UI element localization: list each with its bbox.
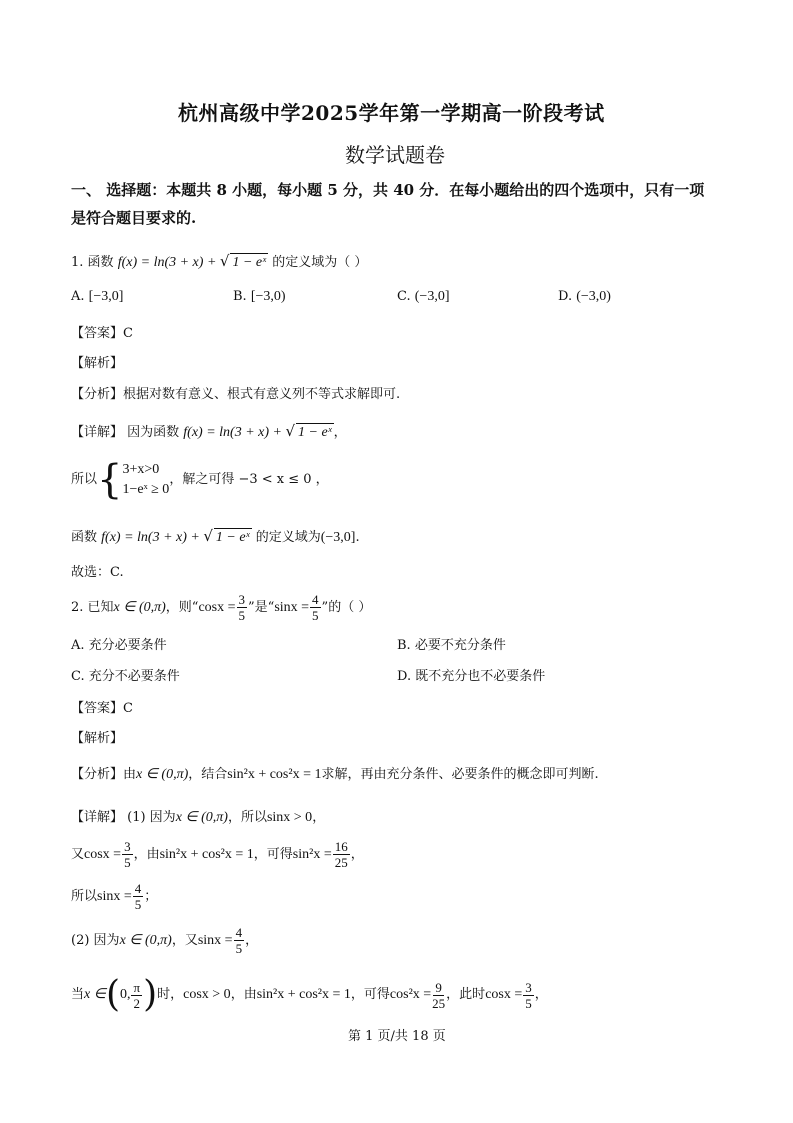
fraction: [237, 593, 248, 622]
denominator: 25: [334, 855, 348, 870]
q2-detail-1: [71, 809, 325, 827]
detail-radicand: 1 − eˣ: [298, 425, 332, 440]
q2-sin-lhs: sinx =: [274, 599, 310, 615]
d2-cos: cosx =: [84, 846, 122, 862]
q2-detail-5: [71, 975, 548, 1015]
option-value: [−3,0): [250, 289, 286, 304]
q2-detail-2: [71, 840, 364, 869]
d2-end: ，: [350, 846, 364, 862]
domain-end: .: [355, 530, 360, 545]
right-paren-icon: ): [143, 974, 158, 1015]
system-row-2: 1−eˣ ≥ 0: [122, 482, 170, 497]
q2-option-a: [71, 637, 167, 655]
d2-mid: ，由: [133, 846, 160, 862]
fraction: [131, 981, 142, 1010]
option-value: (−3,0): [576, 289, 611, 304]
q2-option-c: [71, 668, 180, 686]
q1-suffix: 的定义域为（ ）: [272, 255, 368, 270]
fraction: [234, 926, 245, 955]
numerator: 4: [312, 592, 319, 607]
d4-cond: x ∈ (0,π): [119, 932, 172, 948]
d5-cosx: cosx =: [485, 987, 523, 1002]
detail-suffix: ，: [333, 425, 347, 440]
d5-cos-pos: cosx > 0: [183, 987, 231, 1002]
question-2: [71, 593, 371, 622]
q1-detail: [71, 422, 347, 442]
q1-option-a: [71, 288, 123, 306]
denominator: 5: [134, 897, 142, 912]
fenxi-prefix: 【分析】由: [71, 767, 137, 782]
option-key: B.: [397, 638, 411, 653]
d2-identity: sin²x + cos²x = 1: [159, 846, 254, 862]
q2-option-b: [397, 637, 506, 655]
detail-func: f(x) = ln(3 + x) +: [183, 425, 286, 440]
d4-prefix: (2) 因为: [71, 932, 120, 948]
option-key: B.: [233, 289, 247, 304]
d1-prefix: 【详解】 (1) 因为: [71, 810, 176, 825]
denominator: 5: [235, 941, 243, 956]
denominator: 2: [133, 995, 141, 1011]
fraction: [133, 882, 144, 911]
q2-de: ”的（ ）: [321, 599, 372, 615]
numerator: 3: [124, 839, 131, 854]
numerator: 9: [435, 979, 442, 995]
q1-func: f(x) = ln(3 + x) +: [117, 255, 220, 270]
d4-sin: sinx =: [197, 932, 233, 948]
answer-tag: 【答案】: [71, 701, 124, 716]
q1-option-d: [558, 288, 611, 306]
option-key: C.: [397, 289, 411, 304]
inequality-system: [122, 460, 169, 500]
d1-mid: ，所以: [227, 810, 267, 825]
denominator: 5: [124, 855, 131, 870]
d5-identity: sin²x + cos²x = 1: [256, 987, 351, 1002]
domain-func: f(x) = ln(3 + x) +: [101, 530, 204, 545]
fraction: [432, 981, 445, 1010]
domain-prefix: 函数: [71, 530, 98, 545]
page-number: 第 1 页/共 18 页: [348, 1029, 446, 1044]
left-brace-icon: {: [97, 457, 123, 503]
suoyi-label: 所以: [71, 472, 98, 487]
answer-value: C: [123, 326, 133, 341]
denominator: 5: [238, 608, 246, 623]
solve-text: ，解之可得 −3 < x ≤ 0 ，: [169, 472, 329, 487]
option-key: A.: [71, 289, 85, 304]
d1-end: ，: [312, 810, 326, 825]
d3-sin: sinx =: [97, 888, 132, 904]
denominator: 5: [525, 995, 532, 1011]
numerator: 3: [238, 592, 246, 607]
question-1: [71, 252, 367, 272]
d1-cond: x ∈ (0,π): [175, 810, 228, 825]
q1-system: [71, 457, 329, 503]
q2-fenxi: [71, 766, 599, 784]
fenxi-cond: x ∈ (0,π): [136, 767, 189, 782]
fenxi-mid: ，结合: [188, 767, 228, 782]
answer-value: C: [123, 701, 133, 716]
d1-result: sinx > 0: [266, 810, 313, 825]
page-title: 杭州高级中学2025学年第一学期高一阶段考试: [178, 101, 605, 125]
numerator: 4: [235, 925, 243, 940]
option-value: 必要不充分条件: [414, 638, 506, 653]
d5-now: ，此时: [446, 987, 486, 1002]
q1-choose: 故选：C.: [71, 565, 124, 580]
d5-cos2: cos²x =: [389, 987, 432, 1002]
d5-time: 时，: [157, 987, 184, 1002]
q1-option-b: [233, 288, 286, 306]
d5-then: ，可得: [350, 987, 390, 1002]
section-heading: 一、 选择题：本题共 8 小题，每小题 5 分，共 40 分．在每小题给出的四个选项中，只有一项: [71, 181, 705, 199]
numerator: 4: [134, 881, 142, 896]
q1-domain: [71, 527, 360, 547]
q2-detail-4: [71, 926, 258, 955]
fraction: [310, 593, 321, 622]
option-value: 充分不必要条件: [88, 669, 180, 684]
detail-prefix: 【详解】 因为函数: [71, 425, 180, 440]
d4-mid: ，又: [171, 932, 198, 948]
d3-end: ；: [144, 888, 158, 904]
d5-by: ，由: [230, 987, 257, 1002]
fraction: [122, 840, 133, 869]
domain-radicand: 1 − eˣ: [215, 530, 250, 545]
identity: sin²x + cos²x = 1: [227, 767, 322, 782]
q2-cos-lhs: cosx =: [198, 599, 236, 615]
numerator: π: [133, 979, 141, 995]
q2-option-d: [397, 668, 545, 686]
option-key: A.: [71, 638, 85, 653]
d5-prefix: 当: [71, 987, 85, 1002]
fraction: [523, 981, 534, 1010]
q1-radicand: 1 − eˣ: [232, 255, 267, 270]
d3-prefix: 所以: [71, 888, 98, 904]
q2-then: ，则“: [165, 599, 199, 615]
option-value: [−3,0]: [88, 289, 124, 304]
numerator: 16: [334, 839, 348, 854]
q2-prefix: 2. 已知: [71, 599, 114, 615]
sqrt-icon: √: [219, 252, 230, 270]
sqrt-icon: √: [285, 422, 296, 440]
option-value: (−3,0]: [414, 289, 450, 304]
option-value: 既不充分也不必要条件: [415, 669, 546, 684]
q1-option-c: [397, 288, 450, 306]
q2-shi: ”是“: [248, 599, 275, 615]
left-paren-icon: (: [105, 974, 120, 1015]
d4-end: ，: [245, 932, 259, 948]
q1-prefix: 1. 函数: [71, 255, 114, 270]
denominator: 5: [312, 608, 319, 623]
denominator: 25: [432, 995, 446, 1011]
d5-x: x ∈: [84, 987, 106, 1002]
q2-analysis-tag: 【解析】: [71, 731, 124, 746]
section-heading-cont: 是符合题目要求的.: [71, 209, 197, 227]
option-key: D.: [397, 669, 412, 684]
domain-value: (−3,0]: [320, 530, 356, 545]
answer-tag: 【答案】: [71, 326, 124, 341]
q2-cond: x ∈ (0,π): [113, 599, 166, 615]
sqrt-icon: √: [203, 527, 213, 545]
page-subtitle: 数学试题卷: [345, 143, 445, 167]
d2-sin2: sin²x =: [292, 846, 332, 862]
system-row-1: 3+x>0: [122, 462, 160, 477]
fenxi-end: 求解，再由充分条件、必要条件的概念即可判断.: [321, 767, 599, 782]
domain-mid: 的定义域为: [255, 530, 321, 545]
fraction: [333, 840, 350, 869]
q2-answer: [71, 700, 133, 718]
option-value: 充分必要条件: [88, 638, 167, 653]
numerator: 3: [525, 979, 532, 995]
q1-fenxi: 【分析】根据对数有意义、根式有意义列不等式求解即可.: [71, 387, 401, 402]
q2-detail-3: [71, 882, 157, 911]
q1-answer: [71, 325, 133, 343]
d2-prefix: 又: [71, 846, 85, 862]
q1-analysis-tag: 【解析】: [71, 356, 124, 371]
d5-end: ，: [534, 987, 548, 1002]
d2-then: ，可得: [253, 846, 293, 862]
option-key: D.: [558, 289, 573, 304]
d5-interval-left: 0,: [119, 987, 131, 1002]
option-key: C.: [71, 669, 85, 684]
